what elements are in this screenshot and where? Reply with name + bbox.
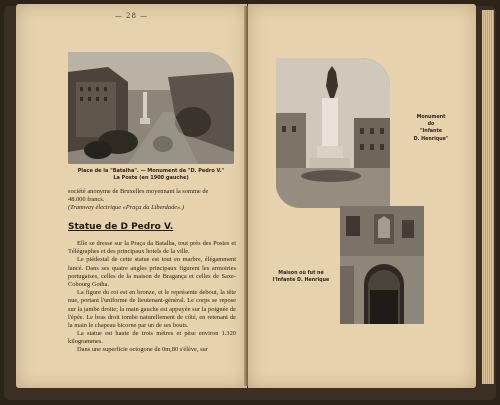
paragraph: La statue est haute de trois mètres et pèse environ 1.320 kilogrammes. — [68, 330, 236, 346]
house-caption — [264, 270, 338, 284]
monument-caption-line: Monument — [416, 115, 446, 120]
house-caption-line: l'Infante D. Henrique — [272, 278, 330, 284]
right-page — [248, 4, 476, 388]
left-page — [16, 4, 247, 388]
photo-caption-line2: La Poste (en 1900 gauche) — [113, 174, 189, 181]
intro-line-1: société anonyme de Bruxelles moyennant la somme de — [68, 188, 209, 195]
intro-text — [68, 188, 236, 213]
page-edges — [482, 10, 494, 384]
paragraph: Elle se dresse sur la Praça da Batalha, tout près des Postes et Télégraphes et des principaux hotels de la ville. — [68, 240, 236, 256]
section-heading: Statue de D Pedro V. — [68, 222, 174, 232]
intro-line-2: 48.000 francs. — [68, 196, 105, 204]
tramway-note: (Tramway électrique «Praça da Liberdade».) — [68, 204, 185, 212]
monument-caption-line: D. Henrique" — [413, 136, 449, 142]
paragraph: La figure du roi est en bronze, et le représente debout, la tête nue, portant l'uniforme de lieutenant-général. Le corps se repose sur la jambe droite; la main gauche est appuyée sur la poignée de l'épée. Le bras droit tombe naturellement de côté, en retenant de la main le chapeau bicorne par un de ses bouts. — [68, 289, 236, 329]
monument-caption-line: do — [427, 122, 435, 128]
monument-photo — [276, 58, 390, 208]
photo-caption — [68, 168, 234, 182]
monument-caption — [398, 114, 464, 143]
photo-caption-line1: Place de la "Batalha". — Monument de "D. Pedro V." — [77, 168, 225, 174]
birthplace-house-photo — [340, 206, 424, 324]
page-number: — 28 — — [114, 12, 149, 20]
paragraph: Le piédestal de cette statue est tout en marbre, élégamment lancé. Dans ses quatre angles principaux figurent les armoiries portugaises, celles de la maison de Bragança et celles de Saxe-Cobourg Gotha. — [68, 256, 236, 288]
monument-caption-line: "Infante — [420, 129, 442, 135]
paragraph: Dans une superficie octogone de 0m,80 s'élève, sur — [77, 346, 208, 354]
batalha-square-photo — [68, 52, 234, 164]
body-text — [68, 240, 236, 355]
house-caption-line: Maison où fut né — [278, 271, 324, 276]
